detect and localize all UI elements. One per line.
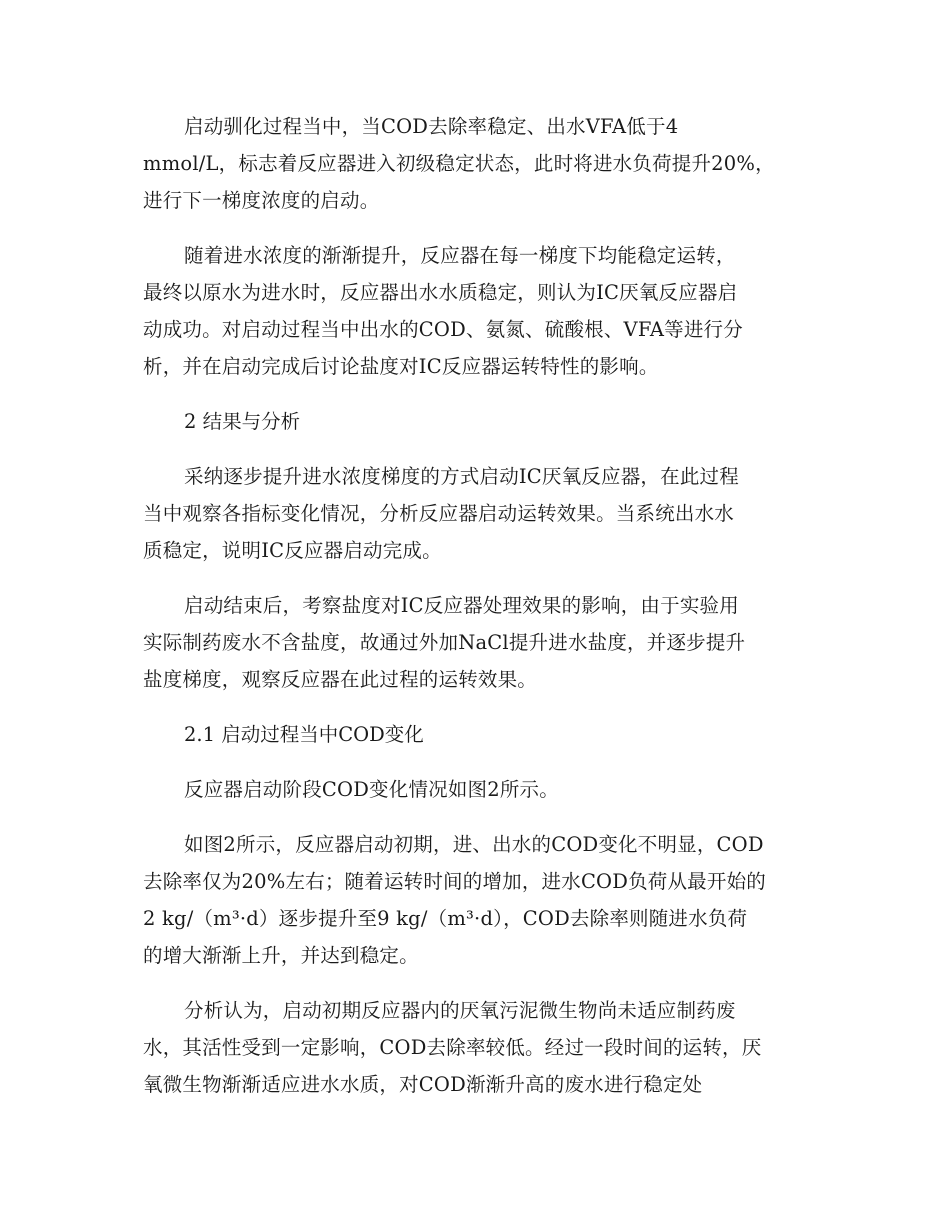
text-line: 采纳逐步提升进水浓度梯度的方式启动IC厌氧反应器，在此过程	[184, 465, 739, 488]
text-line: 实际制药废水不含盐度，故通过外加NaCl提升进水盐度，并逐步提升	[143, 631, 746, 654]
section-heading	[143, 403, 811, 440]
text-line: 2.1 启动过程当中COD变化	[184, 723, 424, 746]
text-line: 盐度梯度，观察反应器在此过程的运转效果。	[143, 668, 538, 691]
text-line: 动成功。对启动过程当中出水的COD、氨氮、硫酸根、VFA等进行分	[143, 318, 743, 341]
text-line: 反应器启动阶段COD变化情况如图2所示。	[184, 778, 559, 801]
paragraph	[143, 108, 811, 219]
paragraph	[143, 826, 811, 974]
text-line: 分析认为，启动初期反应器内的厌氧污泥微生物尚未适应制药废	[184, 999, 736, 1022]
text-line: mmol/L，标志着反应器进入初级稳定状态，此时将进水负荷提升20%，	[143, 152, 775, 175]
paragraph	[143, 992, 811, 1103]
text-line: 最终以原水为进水时，反应器出水水质稳定，则认为IC厌氧反应器启	[143, 281, 738, 304]
paragraph	[143, 587, 811, 698]
text-line: 氧微生物渐渐适应进水水质，对COD渐渐升高的废水进行稳定处	[143, 1073, 703, 1096]
text-line: 质稳定，说明IC反应器启动完成。	[143, 539, 442, 562]
paragraph	[143, 237, 811, 385]
paragraph	[143, 771, 811, 808]
text-line: 当中观察各指标变化情况，分析反应器启动运转效果。当系统出水水	[143, 502, 735, 525]
text-line: 水，其活性受到一定影响，COD去除率较低。经过一段时间的运转，厌	[143, 1036, 762, 1059]
section-heading	[143, 716, 811, 753]
text-line: 随着进水浓度的渐渐提升，反应器在每一梯度下均能稳定运转，	[184, 244, 736, 267]
text-line: 2 结果与分析	[184, 410, 301, 433]
text-line: 析，并在启动完成后讨论盐度对IC反应器运转特性的影响。	[143, 355, 659, 378]
text-line: 启动驯化过程当中，当COD去除率稳定、出水VFA低于4	[184, 115, 679, 138]
document-body	[143, 108, 811, 1121]
paragraph	[143, 458, 811, 569]
text-line: 的增大渐渐上升，并达到稳定。	[143, 944, 419, 967]
text-line: 2 kg/（m³·d）逐步提升至9 kg/（m³·d），COD去除率则随进水负荷	[143, 907, 748, 930]
text-line: 启动结束后，考察盐度对IC反应器处理效果的影响，由于实验用	[184, 594, 739, 617]
text-line: 进行下一梯度浓度的启动。	[143, 189, 380, 212]
text-line: 去除率仅为20%左右；随着运转时间的增加，进水COD负荷从最开始的	[143, 870, 766, 893]
text-line: 如图2所示，反应器启动初期，进、出水的COD变化不明显，COD	[184, 833, 764, 856]
